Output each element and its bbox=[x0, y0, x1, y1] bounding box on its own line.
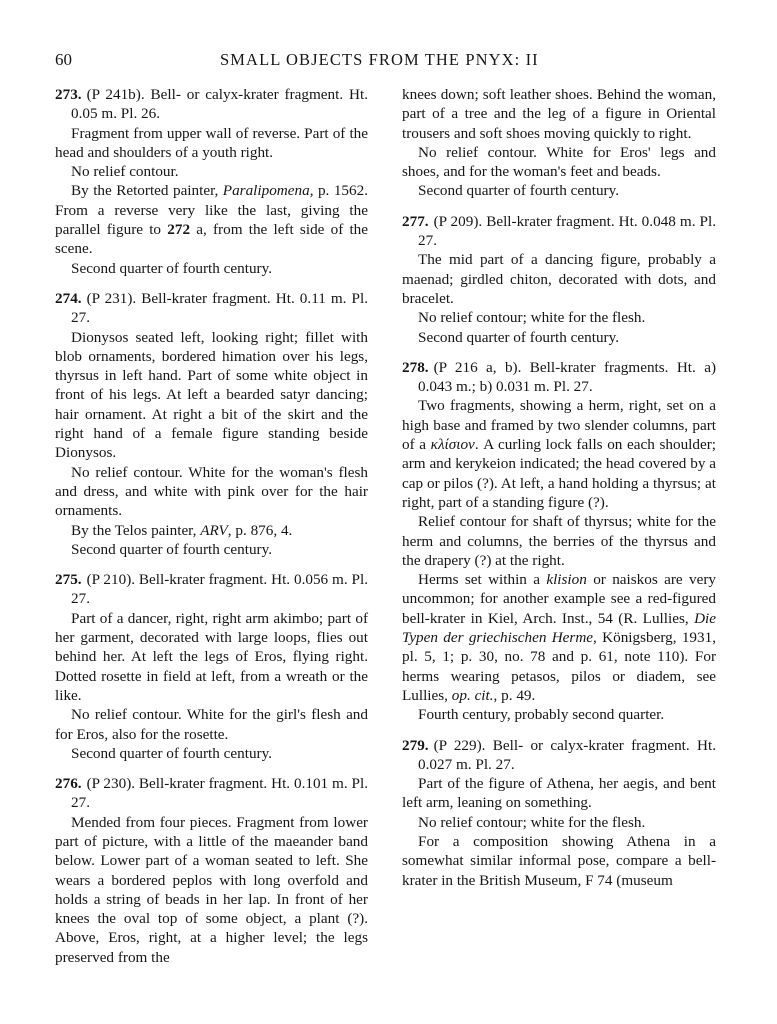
right-column bbox=[402, 85, 716, 890]
italic-term: klision bbox=[546, 571, 587, 589]
entry-paragraph: No relief contour. White for the girl's flesh and for Eros, also for the rosette. bbox=[55, 706, 368, 743]
entry-number: 278. bbox=[402, 358, 429, 376]
entry-paragraph bbox=[55, 181, 368, 258]
entry-number: 276. bbox=[55, 775, 82, 793]
entry-heading-text: (P 241b). Bell- or calyx-krater fragment. Ht. 0.05 m. Pl. 26. bbox=[71, 86, 368, 123]
entry-heading bbox=[402, 212, 716, 251]
page-number: 60 bbox=[55, 50, 72, 69]
catalog-entry-274 bbox=[55, 289, 368, 559]
running-title: SMALL OBJECTS FROM THE PNYX: II bbox=[220, 50, 539, 69]
entry-number: 275. bbox=[55, 571, 82, 589]
entry-heading bbox=[55, 774, 368, 813]
italic-ref: op. cit. bbox=[451, 686, 494, 704]
catalog-entry-277 bbox=[402, 212, 716, 347]
entry-heading-text: (P 231). Bell-krater fragment. Ht. 0.11 m. Pl. 27. bbox=[71, 289, 368, 327]
entry-paragraph bbox=[402, 570, 716, 705]
left-column bbox=[55, 85, 368, 967]
entry-paragraph: Part of the figure of Athena, her aegis, and bent left arm, leaning on something. bbox=[402, 775, 716, 812]
entry-paragraph: For a composition showing Athena in a somewhat similar informal pose, compare a bell-krater in the British Museum, F 74 (museum bbox=[402, 832, 716, 889]
entry-heading bbox=[55, 85, 368, 124]
entry-paragraph: No relief contour. White for the woman's flesh and dress, and white with pink over for the hair ornaments. bbox=[55, 463, 368, 520]
entry-paragraph: Fourth century, probably second quarter. bbox=[418, 706, 665, 724]
entry-heading bbox=[55, 570, 368, 609]
text-run: a, from the left side of the scene. bbox=[55, 221, 369, 258]
entry-paragraph: Relief contour for shaft of thyrsus; white for the herm and columns, the berries of the thyrsus and the drapery (?) at the right. bbox=[402, 513, 716, 569]
entry-number: 279. bbox=[402, 736, 429, 754]
entry-heading bbox=[402, 358, 716, 397]
entry-paragraph: No relief contour. White for Eros' legs and shoes, and for the woman's feet and beads. bbox=[402, 143, 716, 181]
entry-heading-text: (P 216 a, b). Bell-krater fragments. Ht. a) 0.043 m.; b) 0.031 m. Pl. 27. bbox=[418, 358, 716, 396]
entry-paragraph: No relief contour. bbox=[71, 163, 179, 181]
entry-paragraph: The mid part of a dancing figure, probably a maenad; girdled chiton, decorated with dots, and bracelet. bbox=[402, 251, 716, 307]
entry-paragraph: Second quarter of fourth century. bbox=[418, 182, 620, 200]
entry-paragraph bbox=[55, 521, 368, 540]
italic-title: Die Typen der griechischen Herme bbox=[402, 609, 717, 647]
catalog-entry-275 bbox=[55, 570, 368, 763]
text-run: Herms set within a bbox=[418, 571, 540, 589]
catalog-entry-276 bbox=[55, 774, 368, 967]
catalog-entry-279 bbox=[402, 736, 716, 890]
text-run: , Königsberg, 1931, pl. 5, 1; p. 30, no. 78 and p. 61, note 110). For herms wearing petasos, pilos or diadem, see Lullies, bbox=[402, 629, 716, 704]
italic-ref: ARV bbox=[200, 521, 228, 539]
entry-heading bbox=[402, 736, 716, 775]
catalog-entry-276-continued bbox=[402, 85, 716, 201]
entry-paragraph bbox=[402, 396, 716, 512]
entry-heading-text: (P 210). Bell-krater fragment. Ht. 0.056 m. Pl. 27. bbox=[71, 571, 368, 608]
entry-paragraph: Part of a dancer, right, right arm akimbo; part of her garment, decorated with large loops, flies out behind her. At left the legs of Eros, flying right. Dotted rosette in field at left, from a wreath or the like. bbox=[55, 609, 368, 704]
text-run: or naiskos are very uncommon; for another example see a red-figured bell-krater in Kiel, Arch. Inst., 54 (R. Lullies, bbox=[402, 571, 717, 627]
text-run: Two fragments, showing a herm, right, set on a high base and framed by two slender columns, part of a bbox=[402, 397, 716, 454]
entry-paragraph: No relief contour; white for the flesh. bbox=[418, 309, 646, 327]
entry-paragraph: Second quarter of fourth century. bbox=[71, 540, 273, 558]
entry-heading-text: (P 229). Bell- or calyx-krater fragment. Ht. 0.027 m. Pl. 27. bbox=[418, 736, 716, 773]
continued-paragraph: knees down; soft leather shoes. Behind the woman, part of a tree and the leg of a figure in Oriental trousers and soft shoes moving quickly to right. bbox=[402, 86, 716, 142]
bold-ref: 272 bbox=[167, 221, 191, 239]
greek-word: κλίσιον bbox=[430, 436, 475, 454]
entry-heading-text: (P 209). Bell-krater fragment. Ht. 0.048 m. Pl. 27. bbox=[418, 212, 716, 250]
entry-paragraph: Second quarter of fourth century. bbox=[418, 328, 620, 346]
entry-paragraph: No relief contour; white for the flesh. bbox=[418, 813, 646, 831]
entry-heading bbox=[55, 289, 368, 328]
entry-paragraph: Dionysos seated left, looking right; fillet with blob ornaments, bordered himation over his legs, thyrsus in left hand. Part of some white object in front of his legs. At left a bearded satyr dancing; hair ornament. At right a bit of the skirt and the right hand of a female figure standing beside Dionysos. bbox=[55, 328, 368, 462]
entry-heading-text: (P 230). Bell-krater fragment. Ht. 0.101 m. Pl. 27. bbox=[71, 775, 368, 812]
text-run: . A curling lock falls on each shoulder; arm and kerykeion indicated; the head covered by a cap or pilos (?). At left, a hand holding a thyrsus; at right, part of a standing figure (?). bbox=[402, 436, 716, 511]
entry-number: 277. bbox=[402, 212, 429, 230]
entry-paragraph: Mended from four pieces. Fragment from lower part of picture, with a little of the maeander band below. Lower part of a woman seated to left. She wears a bordered peplos with long overfold and holds a string of beads in her lap. In front of her knees the oval top of some object, a plant (?). Above, Eros, right, at a higher level; the legs preserved from the bbox=[55, 813, 368, 966]
italic-ref: Paralipomena bbox=[222, 182, 310, 200]
entry-paragraph: Fragment from upper wall of reverse. Part of the head and shoulders of a youth right. bbox=[55, 124, 368, 161]
entry-paragraph: Second quarter of fourth century. bbox=[71, 259, 273, 277]
catalog-entry-278 bbox=[402, 358, 716, 725]
entry-number: 274. bbox=[55, 289, 82, 307]
text-run: , p. 1562. From a reverse very like the last, giving the parallel figure to bbox=[55, 182, 368, 239]
text-run: , p. 876, 4. bbox=[227, 521, 293, 539]
text-run: , p. 49. bbox=[493, 686, 536, 704]
catalog-entry-273 bbox=[55, 85, 368, 278]
text-run: By the Retorted painter, bbox=[71, 182, 219, 200]
entry-paragraph: Second quarter of fourth century. bbox=[71, 744, 273, 762]
text-run: By the Telos painter, bbox=[71, 521, 197, 539]
entry-number: 273. bbox=[55, 86, 82, 103]
